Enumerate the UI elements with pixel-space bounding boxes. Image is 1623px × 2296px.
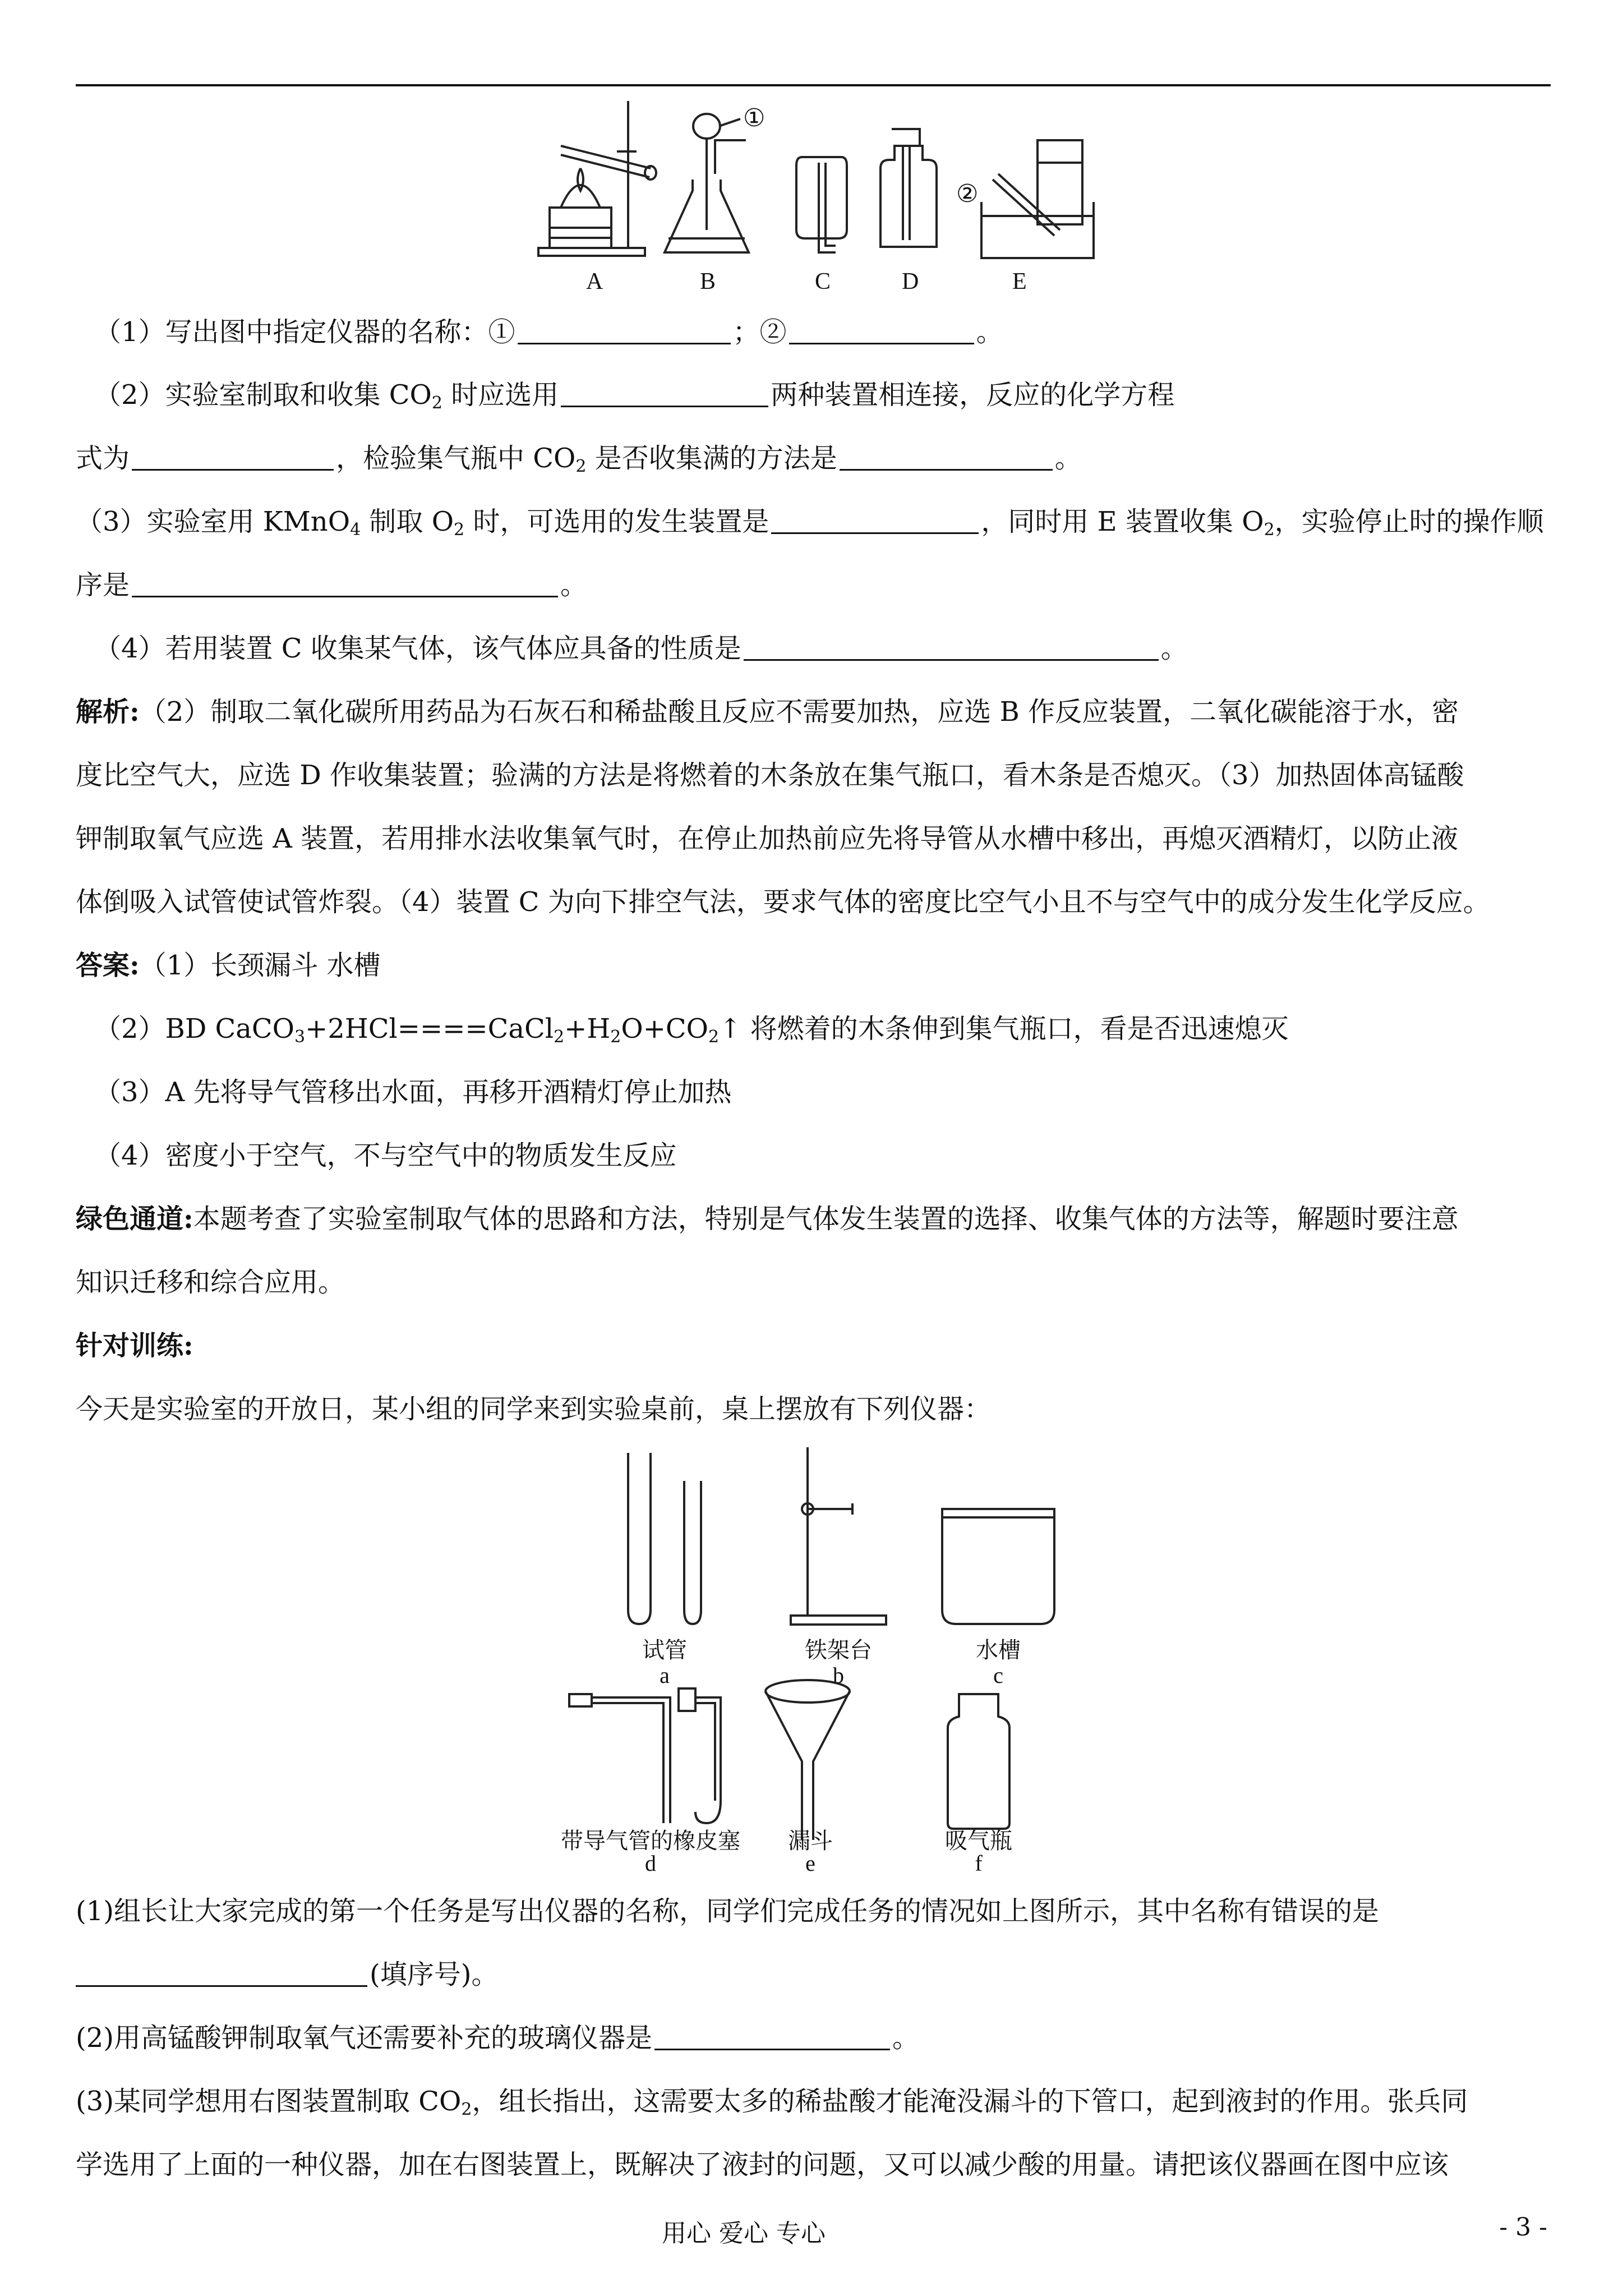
apparatus-label-a: A [586,269,603,295]
apparatus-c [796,157,847,252]
question-2-line-1: （2）实验室制取和收集 $CO_2$ 时应选用 两种装置相连接，反应的化学方程 [94,379,1175,413]
question-3-line-2: 序是 。 [76,569,588,601]
instrument-letter-d: d [645,1851,656,1874]
analysis-line-2: 度比空气大，应选 D 作收集装置；验满的方法是将燃着的木条放在集气瓶口，看木条是否熄灭。（3）加热固体高锰酸 [76,760,1464,791]
marker-1: ① [743,104,766,132]
answer-blank[interactable] [132,443,334,471]
marker-2: ② [956,180,979,208]
instrument-c [942,1509,1054,1624]
instrument-name-f: 吸气瓶 [945,1828,1012,1854]
green-channel-line-2: 知识迁移和综合应用。 [76,1267,345,1298]
instrument-letter-e: e [805,1851,815,1874]
header-rule [76,84,1551,86]
answer-line-3: （3）A 先将导气管移出水面，再移开酒精灯停止加热 [94,1076,732,1108]
apparatus-figure [522,95,1105,297]
answer-blank[interactable] [840,443,1053,471]
apparatus-e [981,140,1094,258]
answer-blank[interactable] [654,2023,890,2050]
answer-blank[interactable] [561,380,768,407]
instrument-letter-c: c [993,1663,1003,1688]
answer-blank[interactable] [76,1959,367,1987]
question-4: （4）若用装置 C 收集某气体，该气体应具备的性质是 。 [94,633,1188,664]
apparatus-b [665,114,749,252]
apparatus-d [880,129,937,247]
instrument-name-b: 铁架台 [805,1637,872,1663]
instrument-name-d: 带导气管的橡皮塞 [561,1828,740,1854]
instrument-f [948,1694,1009,1829]
training-intro: 今天是实验室的开放日，某小组的同学来到实验桌前，桌上摆放有下列仪器： [76,1393,992,1425]
apparatus-label-b: B [700,269,716,295]
instrument-d [569,1688,721,1823]
instrument-name-c: 水槽 [976,1637,1021,1663]
question-2-line-2: 式为 ，检验集气瓶中 $CO_2$ 是否收集满的方法是 。 [76,443,1082,476]
answer-line-4: （4）密度小于空气，不与空气中的物质发生反应 [94,1140,677,1171]
answer-blank[interactable] [744,633,1159,661]
footer-motto: 用心 爱心 专心 [662,2219,826,2248]
instrument-name-e: 漏斗 [788,1828,833,1854]
apparatus-label-c: C [815,269,831,295]
apparatus-label-e: E [1012,269,1027,295]
answer-blank[interactable] [518,317,731,344]
apparatus-a [538,101,656,256]
answer-blank[interactable] [789,317,974,344]
instruments-figure [561,1436,1122,1874]
analysis-line-4: 体倒吸入试管使试管炸裂。（4）装置 C 为向下排空气法，要求气体的密度比空气小且不与空气中的成分发生化学反应。 [76,886,1490,918]
green-channel-line-1: 绿色通道:本题考查了实验室制取气体的思路和方法，特别是气体发生装置的选择、收集气体的方法等，解题时要注意 [76,1203,1459,1235]
instrument-letter-a: a [660,1663,670,1688]
training-q2: (2)用高锰酸钾制取氧气还需要补充的玻璃仪器是 。 [76,2022,920,2054]
training-q1-line-1: (1)组长让大家完成的第一个任务是写出仪器的名称，同学们完成任务的情况如上图所示，其中名称有错误的是 [76,1895,1379,1927]
instrument-name-a: 试管 [642,1637,687,1663]
instrument-e [766,1680,850,1840]
training-q1-line-2: (填序号)。 [76,1957,1551,1993]
training-q3-line-2: 学选用了上面的一种仪器，加在右图装置上，既解决了液封的问题，又可以减少酸的用量。请把该仪器画在图中应该 [76,2149,1449,2180]
instrument-b [791,1447,886,1625]
green-channel-label: 绿色通道: [76,1203,193,1235]
instrument-letter-b: b [833,1663,844,1688]
answer-blank[interactable] [771,507,979,534]
training-q3-line-1: (3)某同学想用右图装置制取 $CO_2$，组长指出，这需要太多的稀盐酸才能淹没漏斗的下管口，起到液封的作用。张兵同 [76,2086,1468,2119]
analysis-label: 解析: [76,696,140,728]
analysis-line-1: 解析:（2）制取二氧化碳所用药品为石灰石和稀盐酸且反应不需要加热，应选 B 作反应装置，二氧化碳能溶于水，密 [76,696,1459,728]
question-3-line-1: （3）实验室用 KMnO$_4$ 制取 $O_2$ 时，可选用的发生装置是 ，同时用 E 装置收集 $O_2$，实验停止时的操作顺 [76,506,1544,540]
instrument-a [628,1453,701,1624]
answer-label: 答案: [76,950,140,981]
apparatus-label-d: D [902,269,919,295]
analysis-line-3: 钾制取氧气应选 A 装置，若用排水法收集氧气时，在停止加热前应先将导管从水槽中移出，再熄灭酒精灯，以防止液 [76,823,1459,854]
answer-line-1: 答案:（1）长颈漏斗 水槽 [76,950,381,981]
answer-line-2: （2）BD $CaCO_3+2HCl====CaCl_2+H_2O+CO_2↑$ 将燃着的木条伸到集气瓶口，看是否迅速熄灭 [94,1013,1289,1047]
training-label: 针对训练: [76,1330,193,1361]
page-number: - 3 - [1499,2213,1547,2242]
answer-blank[interactable] [132,570,558,597]
instrument-letter-f: f [975,1851,983,1874]
question-1: （1）写出图中指定仪器的名称：① ；② 。 [94,316,1003,348]
